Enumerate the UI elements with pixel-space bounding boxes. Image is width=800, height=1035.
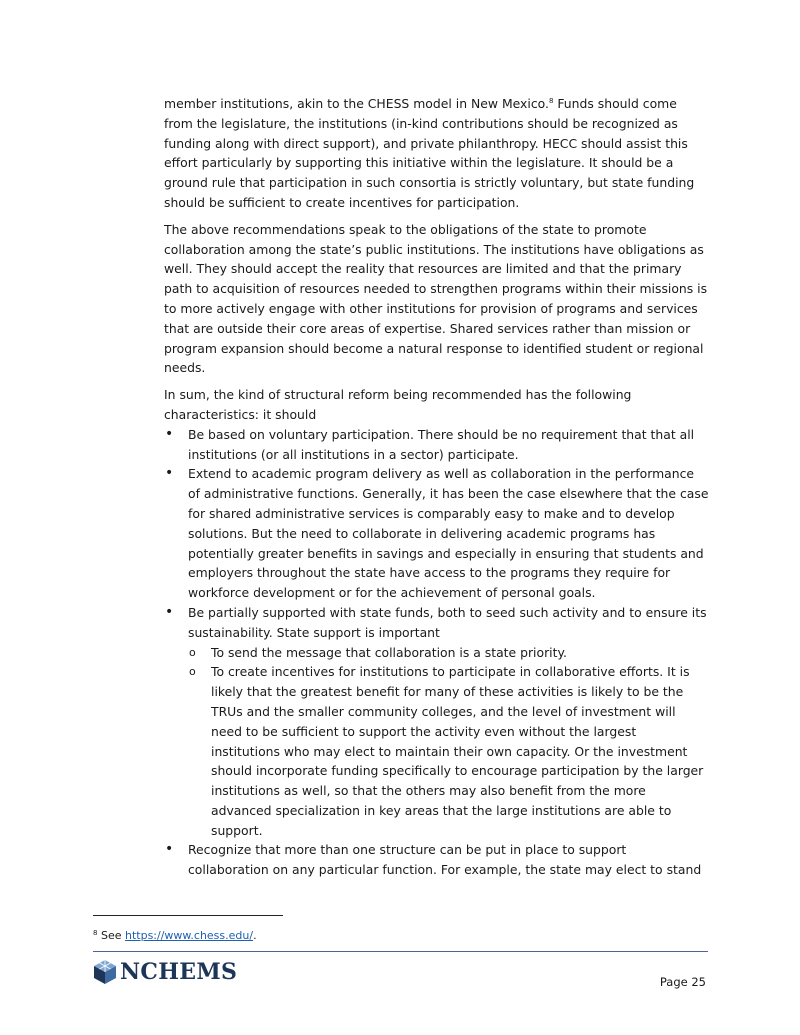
page-number: Page 25 — [659, 975, 706, 989]
cube-logo-icon — [93, 959, 117, 985]
sub-list — [188, 643, 709, 841]
nchems-logo — [93, 958, 237, 986]
list-item: • Be based on voluntary participation. There should be no requirement that that all institutions (or all institutions in a sector) participate. — [164, 425, 709, 465]
list-item: • Extend to academic program delivery as well as collaboration in the performance of administrative functions. Generally, it has been the case elsewhere that the case for shared administrative services is comparably easy to make and to develop solutions. But the need to collaborate in delivering academic programs has potentially greater benefits in savings and especially in ensuring that students and employers throughout the state have access to the programs they require for workforce development or for the achievement of personal goals. — [164, 464, 709, 603]
paragraph-3-intro: In sum, the kind of structural reform being recommended has the following characteristics: it should — [164, 387, 632, 422]
sub-list-item: o To send the message that collaboration is a state priority. — [188, 643, 709, 663]
list-item: • Be partially supported with state funds, both to seed such activity and to ensure its sustainability. State support is important o To send the message that collaboration is a state priority. o To create incentives for institutions to participate in collaborative efforts. It is likely that the greatest benefit for many of these activities is likely to be the TRUs and the smaller community colleges, and the level of investment will need to be sufficient to support the activity even without the largest institutions who may elect to maintain their own capacity. Or the investment should incorporate funding specifically to encourage participation by the larger institutions as well, so that the others may also benefit from the more advanced specialization in key areas that the large institutions are able to support. — [164, 603, 709, 841]
list-item: • Recognize that more than one structure can be put in place to support collaboration on any particular function. For example, the state may elect to stand — [164, 840, 709, 880]
paragraph-2: The above recommendations speak to the obligations of the state to promote collaboration among the state’s public institutions. The institutions have obligations as well. They should accept the reality that resources are limited and that the primary path to acquisition of resources needed to strengthen programs within their missions is to more actively engage with other institutions for provision of programs and services that are outside their core areas of expertise. Shared services rather than mission or program expansion should become a natural response to identified student or regional needs. — [164, 221, 708, 376]
footnote-marker: 8 — [93, 929, 98, 937]
sub-list-item: o To create incentives for institutions to participate in collaborative efforts. It is likely that the greatest benefit for many of these activities is likely to be the TRUs and the smaller community colleges, and the level of investment will need to be sufficient to support the activity even without the largest institutions who may elect to maintain their own capacity. Or the investment should incorporate funding specifically to encourage participation by the larger institutions as well, so that the others may also benefit from the more advanced specialization in key areas that the large institutions are able to support. — [188, 662, 709, 840]
footnote-reference[interactable]: 8 — [548, 97, 554, 105]
logo-wordmark: NCHEMS — [120, 959, 238, 985]
footnote-link[interactable]: https://www.chess.edu/ — [124, 929, 254, 942]
body-text — [164, 94, 709, 880]
characteristics-list — [164, 425, 709, 880]
footnote-divider — [93, 915, 283, 916]
footnote: $^8$ See https://www.chess.edu/. — [93, 929, 257, 942]
paragraph-1: member institutions, akin to the CHESS model in New Mexico.$^8$ Funds should come from the legislature, the institutions (in-kind contributions should be recognized as funding along with direct support), and private philanthropy. HECC should assist this effort particularly by supporting this initiative within the legislature. It should be a ground rule that participation in such consortia is strictly voluntary, but state funding should be sufficient to create incentives for participation. — [164, 96, 695, 210]
footer-divider — [93, 951, 708, 952]
